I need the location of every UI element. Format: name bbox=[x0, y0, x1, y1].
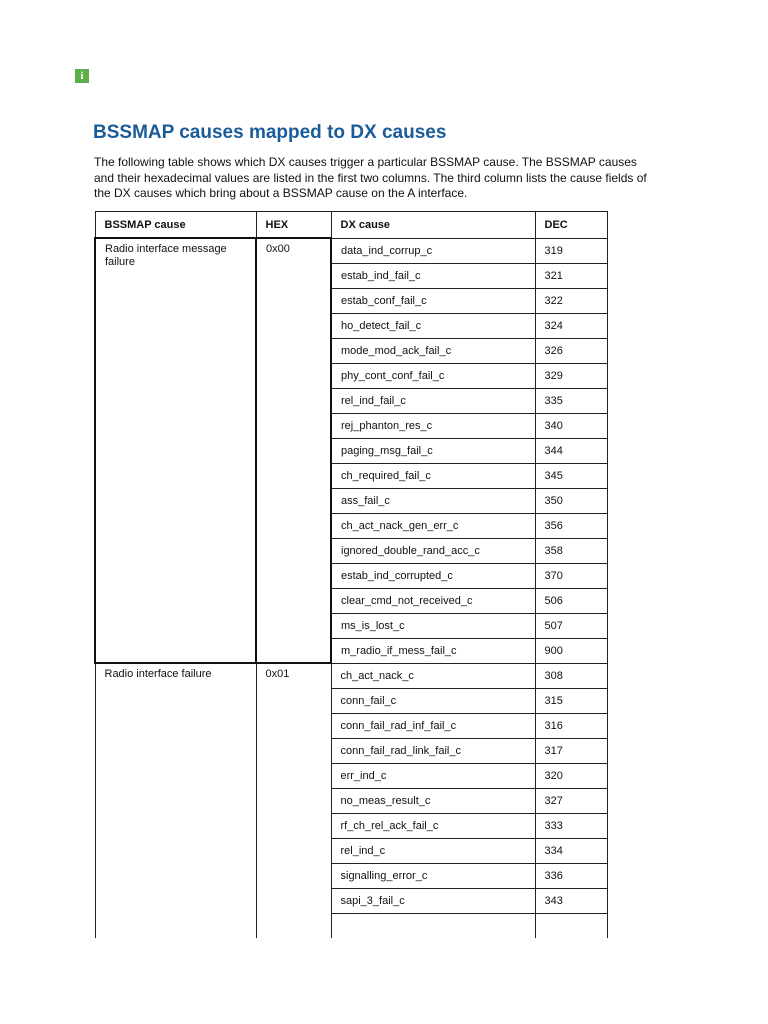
dec-cell: 358 bbox=[535, 538, 607, 563]
dec-cell: 324 bbox=[535, 313, 607, 338]
bssmap-cause-cell: Radio interface failure bbox=[95, 663, 256, 938]
dec-cell: 321 bbox=[535, 263, 607, 288]
dx-cause-cell: sapi_3_fail_c bbox=[331, 888, 535, 913]
dx-cause-cell: data_ind_corrup_c bbox=[331, 238, 535, 263]
dx-cause-cell: rf_ch_rel_ack_fail_c bbox=[331, 813, 535, 838]
info-icon: i bbox=[75, 69, 89, 83]
intro-line: and their hexadecimal values are listed in the first two columns. The third column lists the cause fields of bbox=[94, 170, 647, 185]
dec-cell: 370 bbox=[535, 563, 607, 588]
hex-cell: 0x00 bbox=[256, 238, 331, 663]
dec-cell: 350 bbox=[535, 488, 607, 513]
dx-cause-cell: ch_act_nack_gen_err_c bbox=[331, 513, 535, 538]
header-dec: DEC bbox=[535, 212, 607, 239]
dx-cause-cell: rej_phanton_res_c bbox=[331, 413, 535, 438]
dx-cause-cell: signalling_error_c bbox=[331, 863, 535, 888]
cause-group bbox=[95, 238, 607, 663]
dec-cell: 356 bbox=[535, 513, 607, 538]
dec-cell: 507 bbox=[535, 613, 607, 638]
cause-mapping-table bbox=[94, 211, 608, 938]
dec-cell: 334 bbox=[535, 838, 607, 863]
dec-cell: 316 bbox=[535, 713, 607, 738]
dec-cell: 308 bbox=[535, 663, 607, 688]
dec-cell bbox=[535, 913, 607, 938]
cause-group bbox=[95, 663, 607, 938]
header-bssmap-cause: BSSMAP cause bbox=[95, 212, 256, 239]
dec-cell: 326 bbox=[535, 338, 607, 363]
table-header-row bbox=[95, 212, 607, 239]
dec-cell: 320 bbox=[535, 763, 607, 788]
dx-cause-cell: ass_fail_c bbox=[331, 488, 535, 513]
bssmap-cause-cell: Radio interface message failure bbox=[95, 238, 256, 663]
dx-cause-cell: conn_fail_rad_link_fail_c bbox=[331, 738, 535, 763]
dx-cause-cell: ignored_double_rand_acc_c bbox=[331, 538, 535, 563]
dec-cell: 340 bbox=[535, 413, 607, 438]
dx-cause-cell: paging_msg_fail_c bbox=[331, 438, 535, 463]
dec-cell: 900 bbox=[535, 638, 607, 663]
dec-cell: 343 bbox=[535, 888, 607, 913]
dx-cause-cell: conn_fail_rad_inf_fail_c bbox=[331, 713, 535, 738]
dx-cause-cell: ho_detect_fail_c bbox=[331, 313, 535, 338]
dx-cause-cell: rel_ind_fail_c bbox=[331, 388, 535, 413]
dx-cause-cell: ch_required_fail_c bbox=[331, 463, 535, 488]
dec-cell: 319 bbox=[535, 238, 607, 263]
intro-paragraph bbox=[94, 155, 694, 202]
header-hex: HEX bbox=[256, 212, 331, 239]
hex-cell: 0x01 bbox=[256, 663, 331, 938]
dec-cell: 315 bbox=[535, 688, 607, 713]
dx-cause-cell: m_radio_if_mess_fail_c bbox=[331, 638, 535, 663]
page-title: BSSMAP causes mapped to DX causes bbox=[93, 122, 447, 143]
table-row bbox=[95, 238, 607, 263]
intro-line: the DX causes which bring about a BSSMAP cause on the A interface. bbox=[94, 186, 468, 200]
dec-cell: 322 bbox=[535, 288, 607, 313]
dec-cell: 506 bbox=[535, 588, 607, 613]
dec-cell: 345 bbox=[535, 463, 607, 488]
dx-cause-cell: estab_ind_fail_c bbox=[331, 263, 535, 288]
table-row bbox=[95, 663, 607, 688]
dx-cause-cell bbox=[331, 913, 535, 938]
dec-cell: 327 bbox=[535, 788, 607, 813]
dx-cause-cell: ch_act_nack_c bbox=[331, 663, 535, 688]
dx-cause-cell: estab_ind_corrupted_c bbox=[331, 563, 535, 588]
dx-cause-cell: ms_is_lost_c bbox=[331, 613, 535, 638]
dec-cell: 336 bbox=[535, 863, 607, 888]
dx-cause-cell: rel_ind_c bbox=[331, 838, 535, 863]
dx-cause-cell: phy_cont_conf_fail_c bbox=[331, 363, 535, 388]
dec-cell: 335 bbox=[535, 388, 607, 413]
dec-cell: 333 bbox=[535, 813, 607, 838]
dx-cause-cell: clear_cmd_not_received_c bbox=[331, 588, 535, 613]
dx-cause-cell: err_ind_c bbox=[331, 763, 535, 788]
dx-cause-cell: estab_conf_fail_c bbox=[331, 288, 535, 313]
dec-cell: 344 bbox=[535, 438, 607, 463]
dx-cause-cell: mode_mod_ack_fail_c bbox=[331, 338, 535, 363]
intro-line: The following table shows which DX causes trigger a particular BSSMAP cause. The BSSMAP causes bbox=[94, 155, 637, 169]
dx-cause-cell: conn_fail_c bbox=[331, 688, 535, 713]
dec-cell: 329 bbox=[535, 363, 607, 388]
dec-cell: 317 bbox=[535, 738, 607, 763]
header-dx-cause: DX cause bbox=[331, 212, 535, 239]
dx-cause-cell: no_meas_result_c bbox=[331, 788, 535, 813]
